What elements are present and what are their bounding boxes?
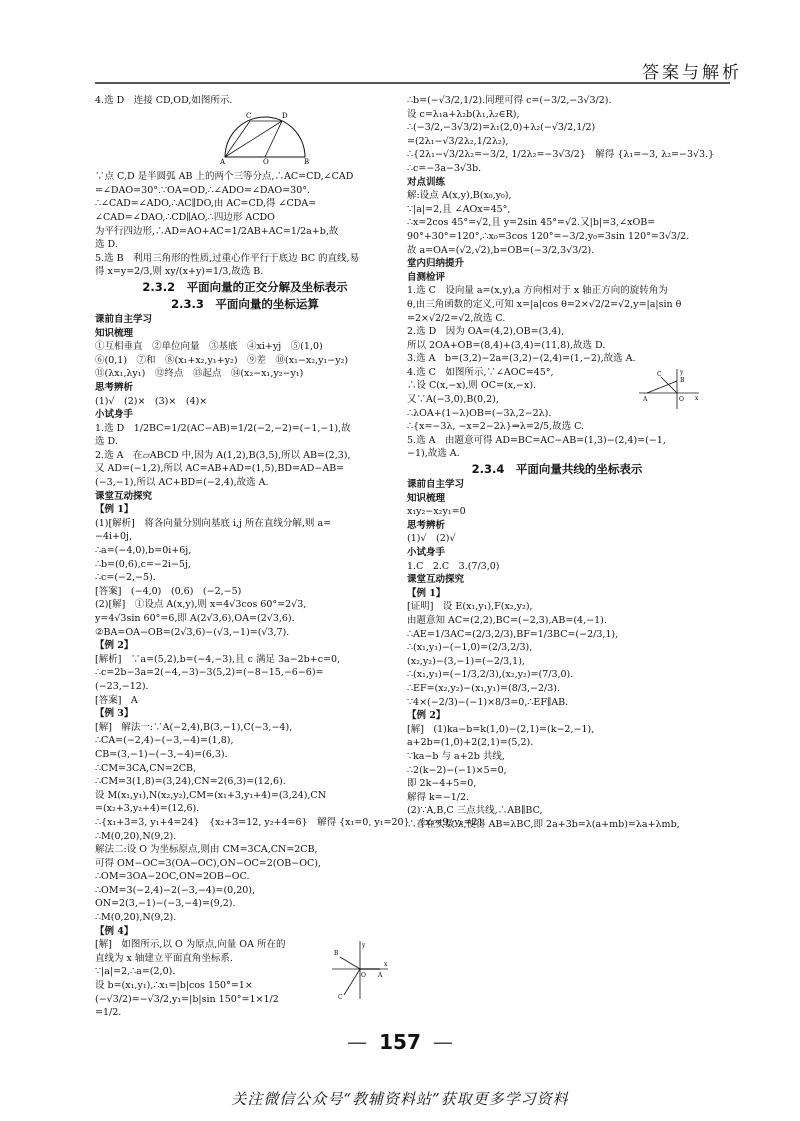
text-line: 又 AD=(−1,2),所以 AC=AB+AD=(1,5),BD=AD−AB= — [95, 463, 345, 475]
section-title: 2.3.3 平面向量的坐标运算 — [171, 296, 319, 311]
text-line: −4i+0j, — [95, 531, 133, 543]
text-line: ∴{x=−3λ, −x=2−2λ}⇒λ=2/5,故选 C. — [407, 421, 585, 433]
text-line: ∵|a|=2,且 ∠AOx=45°, — [407, 203, 511, 215]
question-4-block — [407, 366, 707, 434]
text-line: 即 2k−4+5=0, — [407, 778, 477, 790]
text-line: ∴CM=3(1,8)=(3,24),CN=2(6,3)=(12,6). — [95, 776, 286, 788]
text-line: (2)∵A,B,C 三点共线,∴AB∥BC, — [407, 805, 543, 817]
circle-label: A — [220, 157, 226, 166]
subheading: 课前自主学习 — [407, 479, 465, 491]
subheading: 课前自主学习 — [95, 313, 153, 325]
text-line: =1/2. — [95, 1007, 122, 1019]
text-line: a+2b=(1,0)+2(2,1)=(5,2). — [407, 737, 534, 749]
text-line: ∴(x₁,y₁)−(−1,0)=(2/3,2/3), — [407, 642, 533, 654]
text-line: ∴AE=1/3AC=(2/3,2/3),BF=1/3BC=(−2/3,1), — [407, 628, 619, 640]
text-line: ∴M(0,20),N(9,2). — [95, 830, 177, 842]
axes-label: x — [384, 961, 388, 969]
example-label: 【例 1】 — [407, 587, 446, 599]
subheading: 对点训练 — [407, 176, 446, 188]
text-line: ∴2(k−2)−(−1)×5=0, — [407, 764, 507, 776]
axes-label: C — [338, 994, 343, 1002]
text-line: 4.选 D 连接 CD,OD,如图所示. — [95, 95, 233, 106]
angle-figure — [637, 367, 701, 411]
subheading: 知识梳理 — [95, 327, 134, 339]
subheading: 堂内归纳提升 — [407, 258, 465, 270]
angle-label: A — [643, 395, 648, 403]
text-line: ∴b=(−√3/2,1/2).同理可得 c=(−3/2,−3√3/2). — [407, 95, 612, 106]
text-line: ∴b=(0,6),c=−2i−5j, — [95, 558, 191, 570]
text-line: ON=2(3,−1)−(−3,−4)=(9,2). — [95, 898, 236, 910]
text-line: ∴OM=3(−2,4)−2(−3,−4)=(0,20), — [95, 884, 256, 896]
text-line: 90°+30°=120°,∴x₀=3cos 120°=−3/2,y₀=3sin 120°=3√3/2. — [407, 230, 690, 242]
text-line: ∴CA=(−2,4)−(−3,−4)=(1,8), — [95, 735, 234, 747]
subheading: 小试身手 — [95, 409, 134, 421]
text-line: 2.选 A 在▱ABCD 中,因为 A(1,2),B(3,5),所以 AB=(2,3), — [95, 449, 351, 461]
text-line: 设 M(x₁,y₁),N(x₂,y₂),CM=(x₁+3,y₁+4)=(3,24),CN — [95, 789, 327, 801]
text-line: 故 a=OA=(√2,√2),b=OB=(−3/2,3√3/2). — [407, 244, 595, 256]
section-title: 2.3.2 平面向量的正交分解及坐标表示 — [142, 279, 348, 294]
text-line: (1)√ (2)× (3)× (4)× — [95, 395, 208, 407]
subheading: 自测检评 — [407, 271, 446, 283]
text-line: [解] (1)ka−b=k(1,0)−(2,1)=(k−2,−1), — [407, 723, 595, 735]
text-line: 又∵A(−3,0),B(0,2), — [407, 394, 499, 406]
page-header-title: 答案与解析 — [642, 63, 742, 83]
text-line: =(x₂+3,y₂+4)=(12,6). — [95, 803, 200, 815]
axes-label: y — [362, 942, 366, 950]
text-line: ∴{x₁+3=3, y₁+4=24} {x₂+3=12, y₂+4=6} 解得 {x₁=0, y₁=20} {x₂=9, y₂=2} — [95, 816, 484, 828]
page-number: 157 — [379, 1030, 421, 1054]
text-line: ∵4×(−2/3)−(−1)×8/3=0,∴EF∥AB. — [407, 696, 569, 708]
text-line: [解] 如图所示,以 O 为原点,向量 OA 所在的 — [95, 939, 286, 951]
text-line: =2×√2/2=√2,故选 C. — [407, 312, 506, 324]
text-line: 得 x=y=2/3,则 xy/(x+y)=1/3,故选 B. — [95, 266, 264, 278]
text-line: 为平行四边形,∴AD=AO+AC=1/2AB+AC=1/2a+b,故 — [95, 225, 339, 237]
subheading: 课堂互动探究 — [407, 574, 465, 586]
text-line: 设 b=(x₁,y₁),∴x₁=|b|cos 150°=1× — [95, 980, 253, 992]
axes-label: A — [378, 972, 383, 980]
angle-label: C — [657, 370, 662, 378]
text-line: 1.选 D 1/2BC=1/2(AC−AB)=1/2(−2,−2)=(−1,−1),故 — [95, 422, 351, 434]
text-line: ⑪(λx₁,λy₁) ⑫终点 ⑬起点 ⑭(x₂−x₁,y₂−y₁) — [95, 368, 304, 380]
text-line: [答案] A — [95, 694, 138, 706]
circle-label: O — [263, 157, 269, 166]
text-line: CB=(3,−1)−(−3,−4)=(6,3). — [95, 748, 228, 760]
text-line: (−23,−12). — [95, 680, 149, 692]
text-line: =∠DAO=30°.∵OA=OD,∴∠ADO=∠DAO=30°. — [95, 184, 311, 196]
text-line: 5.选 B 利用三角形的性质,过重心作平行于底边 BC 的直线,易 — [95, 252, 360, 264]
example-label: 【例 4】 — [95, 925, 134, 937]
text-line: ⑥(0,1) ⑦和 ⑧(x₁+x₂,y₁+y₂) ⑨差 ⑩(x₁−x₂,y₁−y₂) — [95, 354, 349, 366]
axes-label: O — [361, 972, 366, 980]
subheading: 知识梳理 — [407, 492, 446, 504]
example-label: 【例 3】 — [95, 708, 134, 720]
text-line: 1.选 C 设向量 a=(x,y),a 方向相对于 x 轴正方向的旋转角为 — [407, 285, 668, 297]
example-label: 【例 1】 — [95, 504, 134, 516]
text-line: ∴OM=3OA−2OC,ON=2OB−OC. — [95, 871, 250, 883]
text-line: (−3,−1),所以 AC+BD=(−2,4),故选 A. — [95, 477, 269, 489]
circle-label: B — [304, 157, 310, 166]
example-label: 【例 2】 — [95, 640, 134, 652]
subheading: 小试身手 — [407, 547, 446, 558]
text-line: (−√3/2)=−√3/2,y₁=|b|sin 150°=1×1/2 — [95, 993, 279, 1005]
text-line: 3.选 A b=(3,2)−2a=(3,2)−(2,4)=(1,−2),故选 A. — [407, 353, 636, 365]
text-line: ∴{2λ₁−√3/2λ₂=−3/2, 1/2λ₂=−3√3/2} 解得 {λ₁=−3, λ₂=−3√3.} — [407, 149, 715, 161]
circle-label: D — [282, 111, 288, 120]
text-line: 直线为 x 轴建立平面直角坐标系. — [95, 952, 233, 964]
page-number-block: — 157 — — [347, 1030, 453, 1054]
angle-label: B — [680, 376, 685, 384]
text-line: ∴c=2b−3a=2(−4,−3)−3(5,2)=(−8−15,−6−6)= — [95, 667, 324, 679]
text-line: ∴∠CAD=∠ADO,∴AC∥DO,由 AC=CD,得 ∠CDA= — [95, 198, 317, 210]
subheading: 思考辨析 — [407, 519, 446, 531]
angle-label: y — [680, 368, 684, 376]
text-line: ∴a=(−4,0),b=0i+6j, — [95, 545, 192, 557]
text-line: 选 D. — [95, 239, 118, 251]
text-line: 2.选 D 因为 OA=(4,2),OB=(3,4), — [407, 326, 565, 338]
text-line: [解析] ∵a=(5,2),b=(−4,−3),且 c 满足 3a−2b+c=0, — [95, 653, 341, 665]
example-label: 【例 2】 — [407, 710, 446, 722]
text-line: 所以 2OA+OB=(8,4)+(3,4)=(11,8),故选 D. — [407, 339, 606, 351]
text-line: [证明] 设 E(x₁,y₁),F(x₂,y₂), — [407, 601, 533, 613]
text-line: ∴c=(−2,−5). — [95, 572, 156, 584]
text-line: ∠CAD=∠DAO,∴CD∥AO,∴四边形 ACDO — [95, 211, 275, 223]
text-line: 可得 OM−OC=3(OA−OC),ON−OC=2(OB−OC), — [95, 857, 321, 869]
subheading: 思考辨析 — [95, 381, 134, 393]
text-line: ∴CM=3CA,CN=2CB, — [95, 762, 197, 774]
text-line: y=4√3sin 60°=6,即 A(2√3,6),OA=(2√3,6). — [95, 613, 295, 624]
text-line: ∴(−3/2,−3√3/2)=λ₁(2,0)+λ₂(−√3/2,1/2) — [407, 122, 596, 134]
text-line: 解:设点 A(x,y),B(x₀,y₀), — [407, 190, 512, 202]
text-line: ∵点 C,D 是半圆弧 AB 上的两个三等分点,∴AC=CD,∠CAD — [95, 171, 354, 183]
text-line: ∴设 C(x,−x),则 OC=(x,−x). — [407, 380, 537, 392]
coordinate-figure — [330, 939, 390, 1001]
text-line: x₁y₂−x₂y₁=0 — [407, 506, 466, 518]
header-rule — [95, 82, 730, 84]
text-line: ∵ka−b 与 a+2b 共线, — [407, 750, 505, 762]
text-line: ∴x=2cos 45°=√2,且 y=2sin 45°=√2.又|b|=3,∠xOB= — [407, 217, 656, 229]
text-line: 解得 k=−1/2. — [407, 791, 470, 803]
right-column — [407, 94, 715, 831]
text-line: ①互相垂直 ②单位向量 ③基底 ④xi+yj ⑤(1,0) — [95, 341, 323, 353]
text-line: (1)√ (2)√ — [407, 533, 456, 545]
text-line: [答案] (−4,0) (0,6) (−2,−5) — [95, 585, 242, 597]
text-line: −1),故选 A. — [407, 448, 460, 460]
axes-label: B — [334, 950, 339, 958]
text-line: =(2λ₁−√3/2λ₂,1/2λ₂), — [407, 135, 509, 147]
angle-label: O — [679, 395, 684, 403]
text-line: (2)[解] ①设点 A(x,y),则 x=4√3cos 60°=2√3, — [95, 599, 307, 611]
text-line: 设 c=λ₁a+λ₂b(λ₁,λ₂∈R), — [407, 108, 520, 120]
example-4-block — [95, 938, 395, 1020]
text-line: ②BA=OA−OB=(2√3,6)−(√3,−1)=(√3,7). — [95, 626, 290, 638]
text-line: ∴c=−3a−3√3b. — [407, 162, 482, 174]
text-line: ∴M(0,20),N(9,2). — [95, 912, 177, 924]
angle-label: x — [695, 394, 699, 402]
text-line: 5.选 A 由题意可得 AD=BC=AC−AB=(1,3)−(2,4)=(−1, — [407, 434, 666, 446]
footer-note: 关注微信公众号“教辅资料站”获取更多学习资料 — [231, 1090, 569, 1108]
circle-label: C — [246, 111, 252, 120]
text-line: ∵|a|=2,∴a=(2,0). — [95, 966, 176, 978]
text-line: ∴存在实数 λ,使得 AB=λBC,即 2a+3b=λ(a+mb)=λa+λmb, — [407, 818, 680, 830]
text-line: 选 D. — [95, 436, 118, 448]
text-line: 解法二:设 O 为坐标原点,则由 CM=3CA,CN=2CB, — [95, 844, 318, 856]
semicircle-figure — [220, 109, 310, 165]
text-line: (1)[解析] 将各向量分别向基底 i,j 所在直线分解,则 a= — [95, 517, 332, 529]
text-line: 1.C 2.C 3.(7/3,0) — [407, 560, 500, 572]
text-line: 由题意知 AC=(2,2),BC=(−2,3),AB=(4,−1). — [407, 614, 607, 626]
text-line: 4.选 C 如图所示,∵∠AOC=45°, — [407, 366, 554, 378]
subheading: 课堂互动探究 — [95, 490, 153, 502]
text-line: ∴(x₁,y₁)=(−1/3,2/3),(x₂,y₂)=(7/3,0). — [407, 669, 574, 681]
text-line: ∴EF=(x₂,y₂)−(x₁,y₁)=(8/3,−2/3). — [407, 682, 560, 694]
text-line: [解] 解法一:∵A(−2,4),B(3,−1),C(−3,−4), — [95, 721, 293, 733]
text-line: (x₂,y₂)−(3,−1)=(−2/3,1), — [407, 655, 525, 667]
text-line: ∴λOA+(1−λ)OB=(−3λ,2−2λ). — [407, 407, 552, 419]
text-line: θ,由三角函数的定义,可知 x=|a|cos θ=2×√2/2=√2,y=|a|sin θ — [407, 298, 682, 310]
section-title: 2.3.4 平面向量共线的坐标表示 — [471, 462, 643, 477]
